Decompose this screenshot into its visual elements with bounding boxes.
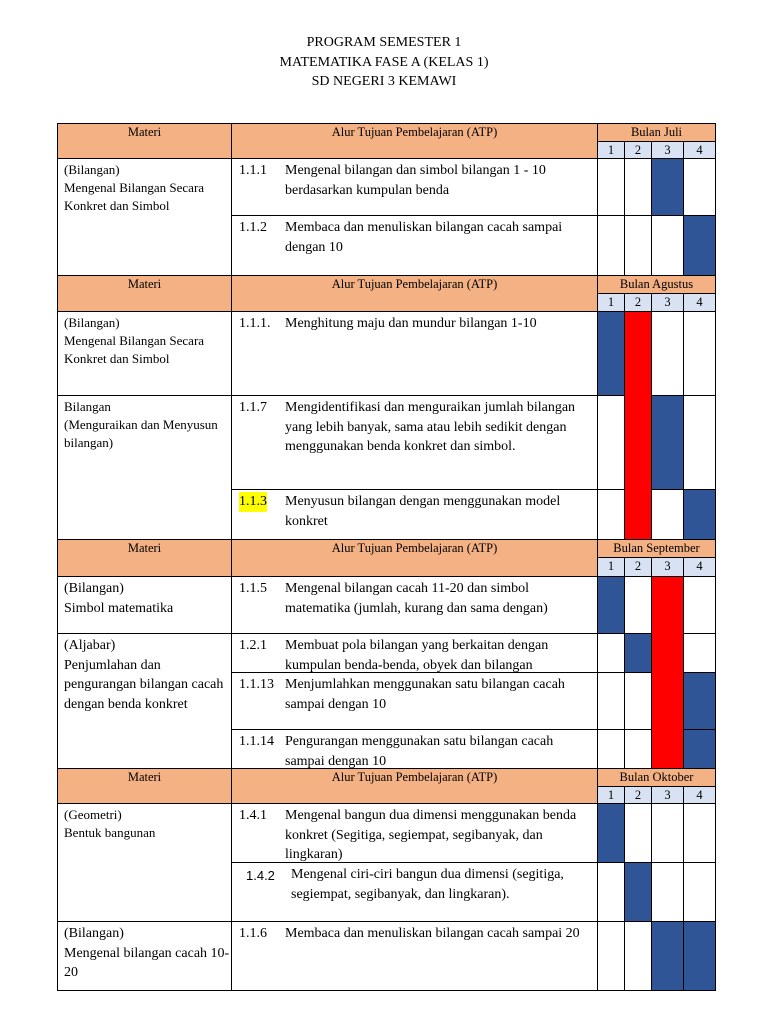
atp-description: Membaca dan menuliskan bilangan cacah sampai dengan 10 xyxy=(285,220,563,255)
atp-description: Mengenal ciri-ciri bangun dua dimensi (segitiga, segiempat, segibanyak, dan lingkaran). xyxy=(291,867,564,902)
week-cell-scheduled xyxy=(683,921,715,990)
materi-cell: (Aljabar) Penjumlahan dan pengurangan bilangan cacah dengan benda konkret xyxy=(57,633,231,768)
week-cell-empty xyxy=(683,395,715,489)
atp-code: 1.1.14 xyxy=(239,734,274,749)
week-cell-scheduled xyxy=(683,729,715,768)
week-cell-empty xyxy=(624,215,651,275)
week-cell-empty xyxy=(597,672,624,729)
week-cell-empty xyxy=(597,395,624,489)
materi-header: Materi xyxy=(57,539,231,576)
week-cell-empty xyxy=(683,803,715,862)
table-bottom-border xyxy=(57,990,716,991)
week-cell-empty xyxy=(597,489,624,539)
week-cell-empty xyxy=(597,921,624,990)
atp-description: Mengenal bilangan dan simbol bilangan 1 - 10 berdasarkan kumpulan benda xyxy=(285,163,546,198)
atp-row xyxy=(231,311,597,395)
week-cell-empty xyxy=(597,633,624,672)
atp-code: 1.4.2 xyxy=(246,868,275,883)
week-cell-empty xyxy=(683,311,715,395)
week-cell-scheduled xyxy=(597,576,624,633)
atp-header: Alur Tujuan Pembelajaran (ATP) xyxy=(231,768,597,803)
atp-code: 1.4.1 xyxy=(239,808,267,823)
atp-code: 1.1.3 xyxy=(239,492,267,512)
materi-cell: (Geometri) Bentuk bangunan xyxy=(57,803,231,921)
week-header: 2 xyxy=(624,557,651,576)
materi-header: Materi xyxy=(57,275,231,311)
atp-row xyxy=(231,215,597,275)
week-header: 4 xyxy=(683,786,715,803)
week-cell-scheduled xyxy=(597,803,624,862)
week-cell-empty xyxy=(651,489,683,539)
week-cell-empty xyxy=(651,215,683,275)
materi-cell: (Bilangan) Simbol matematika xyxy=(57,576,231,633)
week-header: 4 xyxy=(683,557,715,576)
week-cell-empty xyxy=(683,862,715,921)
materi-header: Materi xyxy=(57,768,231,803)
week-cell-scheduled xyxy=(683,215,715,275)
atp-row xyxy=(231,862,597,921)
week-cell-highlight xyxy=(624,311,651,539)
month-header-juli: Bulan Juli xyxy=(597,123,715,141)
atp-row xyxy=(231,489,597,539)
atp-header: Alur Tujuan Pembelajaran (ATP) xyxy=(231,123,597,158)
title-line-1: PROGRAM SEMESTER 1 xyxy=(306,35,462,50)
week-header: 3 xyxy=(651,786,683,803)
week-cell-scheduled xyxy=(651,158,683,215)
table-right-border xyxy=(715,123,716,991)
atp-description: Mengenal bilangan cacah 11-20 dan simbol matematika (jumlah, kurang dan sama dengan) xyxy=(285,581,548,616)
week-header: 3 xyxy=(651,141,683,158)
atp-row xyxy=(231,672,597,729)
atp-code: 1.1.13 xyxy=(239,677,274,692)
atp-description: Pengurangan menggunakan satu bilangan cacah sampai dengan 10 xyxy=(285,734,554,769)
week-header: 4 xyxy=(683,293,715,311)
week-header: 2 xyxy=(624,786,651,803)
atp-code: 1.1.6 xyxy=(239,926,267,941)
week-cell-empty xyxy=(683,633,715,672)
atp-header: Alur Tujuan Pembelajaran (ATP) xyxy=(231,539,597,576)
atp-description: Menjumlahkan menggunakan satu bilangan cacah sampai dengan 10 xyxy=(285,677,565,712)
week-cell-empty xyxy=(624,672,651,729)
week-header: 1 xyxy=(597,141,624,158)
atp-code: 1.2.1 xyxy=(239,638,267,653)
week-cell-empty xyxy=(651,803,683,862)
atp-code: 1.1.2 xyxy=(239,220,267,235)
atp-description: Mengenal bangun dua dimensi menggunakan benda konkret (Segitiga, segiempat, segibanyak, dan lingkaran) xyxy=(285,808,577,862)
materi-cell: (Bilangan) Mengenal Bilangan Secara Konkret dan Simbol xyxy=(57,158,231,275)
week-header: 1 xyxy=(597,786,624,803)
atp-description: Menghitung maju dan mundur bilangan 1-10 xyxy=(285,316,537,331)
week-header: 3 xyxy=(651,557,683,576)
atp-header: Alur Tujuan Pembelajaran (ATP) xyxy=(231,275,597,311)
week-cell-empty xyxy=(624,921,651,990)
atp-code: 1.1.7 xyxy=(239,400,267,415)
week-cell-empty xyxy=(651,311,683,395)
atp-code: 1.1.1 xyxy=(239,163,267,178)
atp-row xyxy=(231,921,597,990)
week-cell-scheduled xyxy=(624,633,651,672)
month-header-agustus: Bulan Agustus xyxy=(597,275,715,293)
materi-header: Materi xyxy=(57,123,231,158)
title-line-3: SD NEGERI 3 KEMAWI xyxy=(311,74,457,89)
week-cell-scheduled xyxy=(683,672,715,729)
atp-description: Membuat pola bilangan yang berkaitan dengan kumpulan benda-benda, obyek dan bilangan xyxy=(285,638,549,673)
week-header: 1 xyxy=(597,293,624,311)
title-line-2: MATEMATIKA FASE A (KELAS 1) xyxy=(279,54,489,70)
atp-code: 1.1.5 xyxy=(239,581,267,596)
week-cell-empty xyxy=(651,862,683,921)
week-cell-empty xyxy=(624,576,651,633)
week-cell-scheduled xyxy=(597,311,624,395)
week-header: 4 xyxy=(683,141,715,158)
atp-row xyxy=(231,576,597,633)
atp-row xyxy=(231,803,597,862)
week-cell-empty xyxy=(683,576,715,633)
week-cell-scheduled xyxy=(683,489,715,539)
week-cell-empty xyxy=(624,158,651,215)
week-cell-highlight xyxy=(651,576,683,768)
week-header: 2 xyxy=(624,141,651,158)
week-cell-empty xyxy=(597,862,624,921)
month-header-september: Bulan September xyxy=(597,539,715,557)
week-cell-scheduled xyxy=(624,862,651,921)
week-cell-scheduled xyxy=(651,395,683,489)
week-cell-empty xyxy=(624,729,651,768)
week-header: 2 xyxy=(624,293,651,311)
atp-description: Mengidentifikasi dan menguraikan jumlah bilangan yang lebih banyak, sama atau lebih sedikit dengan menggunakan benda konkret dan simbol. xyxy=(285,400,576,454)
atp-row xyxy=(231,158,597,215)
atp-row xyxy=(231,633,597,672)
week-cell-empty xyxy=(683,158,715,215)
week-cell-empty xyxy=(597,729,624,768)
week-cell-empty xyxy=(624,803,651,862)
month-header-oktober: Bulan Oktober xyxy=(597,768,715,786)
week-header: 3 xyxy=(651,293,683,311)
week-header: 1 xyxy=(597,557,624,576)
week-cell-empty xyxy=(597,215,624,275)
atp-row xyxy=(231,395,597,489)
materi-cell: Bilangan (Menguraikan dan Menyusun bilangan) xyxy=(57,395,231,539)
materi-cell: (Bilangan) Mengenal Bilangan Secara Konkret dan Simbol xyxy=(57,311,231,395)
week-cell-empty xyxy=(597,158,624,215)
atp-code: 1.1.1. xyxy=(239,316,271,331)
week-cell-scheduled xyxy=(651,921,683,990)
atp-row xyxy=(231,729,597,768)
materi-cell: (Bilangan) Mengenal bilangan cacah 10-20 xyxy=(57,921,231,990)
atp-description: Membaca dan menuliskan bilangan cacah sampai 20 xyxy=(285,926,580,941)
atp-description: Menyusun bilangan dengan menggunakan model konkret xyxy=(285,494,561,529)
